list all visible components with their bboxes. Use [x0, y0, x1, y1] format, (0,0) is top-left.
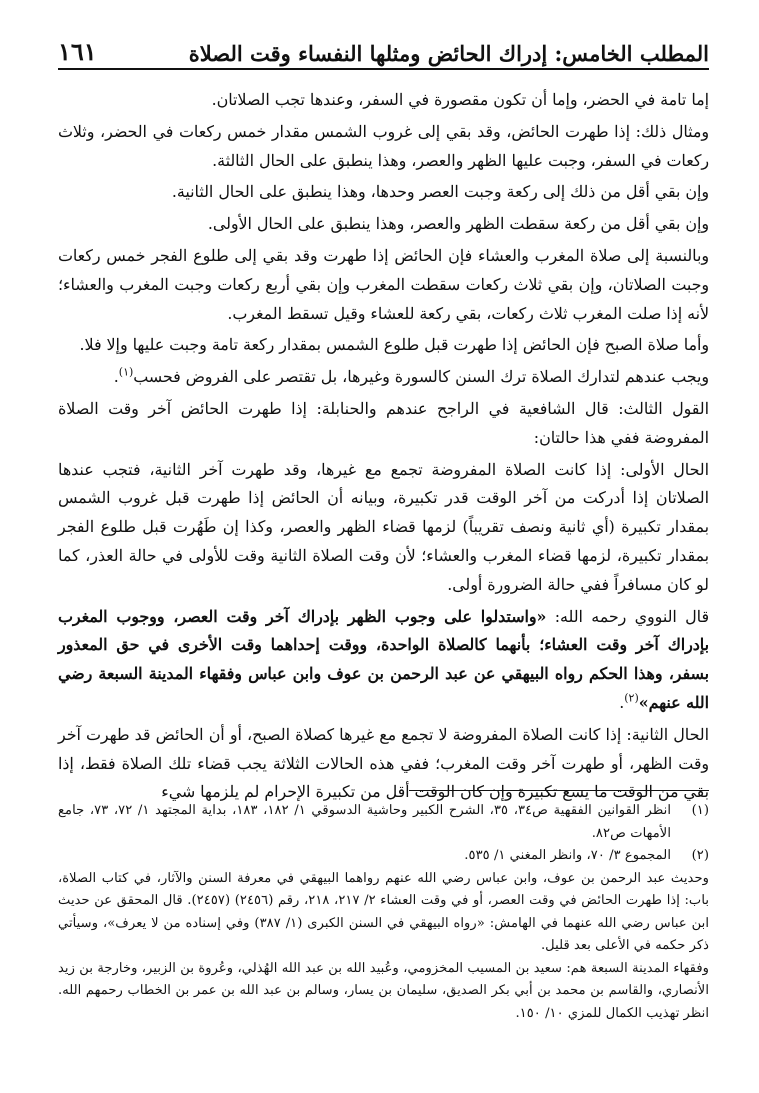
footnote-text: انظر القوانين الفقهية ص٣٤، ٣٥، الشرح الكبير وحاشية الدسوقي ١/ ١٨٢، ١٨٣، بداية المجتهد ١/ ٧٢، ٧٣، جامع الأمهات ص٨٢. — [58, 803, 671, 841]
paragraph: وأما صلاة الصبح فإن الحائض إذا طهرت قبل طلوع الشمس بمقدار ركعة تامة وجبت عليها وإلا فلا. — [79, 335, 709, 355]
footnotes — [58, 800, 709, 1025]
paragraph: وإن بقي أقل من ذلك إلى ركعة وجبت العصر وحدها، وهذا ينطبق على الحال الثانية. — [171, 182, 709, 202]
nawawi-quote: «واستدلوا على وجوب الظهر بإدراك آخر وقت العصر، ووجوب المغرب بإدراك آخر وقت العشاء؛ بأنهما كالصلاة الواحدة، ووقت إحداهما وقت الأخرى في حق المعذور بسفر، وهذا الحكم رواه البيهقي عن عبد الرحمن بن عوف وابن عباس وفقهاء المدينة السبعة رضي الله عنهم» — [58, 606, 709, 712]
period: . — [619, 692, 625, 712]
header-title: المطلب الخامس: إدراك الحائض ومثلها النفساء وقت الصلاة — [188, 41, 709, 66]
footnote-separator — [409, 790, 709, 791]
paragraph: الحال الثانية: إذا كانت الصلاة المفروضة لا تجمع مع غيرها كصلاة الصبح، أو أن الحائض قد طهرت آخر وقت الظهر، أو طهرت آخر وقت المغرب؛ ففي هذه الحالات الثلاثة يجب قضاء تلك الصلاة فقط، إذا بقي من الوقت ما يسع تكبيرة وإن كان الوقت أقل من تكبيرة الإحرام لم يلزمها شيء — [58, 724, 710, 802]
running-header — [58, 37, 709, 70]
paragraph: القول الثالث: قال الشافعية في الراجح عندهم والحنابلة: إذا طهرت الحائض آخر وقت الصلاة المفروضة ففي هذا حالتان: — [58, 398, 709, 447]
paragraph: وإن بقي أقل من ركعة سقطت الظهر والعصر، وهذا ينطبق على الحال الأولى. — [207, 214, 709, 234]
footnote-text: المجموع ٣/ ٧٠، وانظر المغني ١/ ٥٣٥. — [464, 848, 671, 863]
footnote-paragraph: وفقهاء المدينة السبعة هم: سعيد بن المسيب المخزومي، وعُبيد الله بن عبد الله الهُذلي، وعُروة بن الزبير، وخارجة بن زيد الأنصاري، والقاسم بن محمد بن أبي بكر الصديق، سليمان بن يسار، وسالم بن عبد الله بن عمر بن الخطاب رحمهم الله. انظر تهذيب الكمال للمزي ١٠/ ١٥٠. — [58, 960, 709, 1021]
footnote-number: (٢) — [691, 848, 709, 863]
paragraph: الحال الأولى: إذا كانت الصلاة المفروضة تجمع مع غيرها، وقد طهرت آخر الثانية، فتجب عندها الصلاتان إذا أدركت من آخر الوقت قدر تكبيرة، وبيانه أن الحائض إذا طهرت قبل غروب الشمس بمقدار تكبيرة (أي ثانية ونصف تقريباً) لزمها قضاء الظهر والعصر، وكذا إن طَهُرت قبل طلوع الفجر بمقدار تكبيرة، لزمها قضاء المغرب والعشاء؛ لأن وقت الصلاة الثانية وقت للأولى في حالة العذر، كما لو كان مسافراً ففي حالة الضرورة أولى. — [58, 459, 709, 594]
footnote — [58, 800, 709, 845]
footnote-ref[interactable]: (١) — [118, 365, 134, 379]
quote-intro: قال النووي رحمه الله: — [546, 606, 709, 626]
main-text — [58, 86, 709, 810]
page-number: ١٦١ — [58, 37, 97, 66]
paragraph — [58, 603, 709, 718]
footnote — [58, 845, 709, 868]
paragraph: إما تامة في الحضر، وإما أن تكون مقصورة في السفر، وعندها تجب الصلاتان. — [211, 90, 709, 109]
footnote-number: (١) — [691, 803, 709, 818]
paragraph: ويجب عندهم لتدارك الصلاة ترك السنن كالسورة وغيرها، بل تقتصر على الفروض فحسب$^{(١)}$. — [113, 365, 709, 387]
footnote-ref[interactable]: (٢) — [624, 691, 639, 705]
paragraph: ومثال ذلك: إذا طهرت الحائض، وقد بقي إلى غروب الشمس مقدار خمس ركعات في الحضر، وثلاث ركعات في السفر، وجبت عليها الظهر والعصر، وهذا ينطبق على الحال الثالثة. — [58, 121, 709, 170]
paragraph: وبالنسبة إلى صلاة المغرب والعشاء فإن الحائض إذا طهرت وقد بقي إلى طلوع الفجر خمس ركعات وجبت الصلاتان، وإن بقي ثلاث ركعات سقطت المغرب وإن بقي أربع ركعات وجبت المغرب والعشاء؛ لأنه إذا صلت المغرب ثلاث ركعات، بقي ركعة للعشاء وقيل تسقط المغرب. — [58, 245, 709, 323]
footnote-paragraph: وحديث عبد الرحمن بن عوف، وابن عباس رضي الله عنهم رواهما البيهقي في معرفة السنن والآثار، في كتاب الصلاة، باب: إذا طهرت الحائض في وقت العصر، أو في وقت العشاء ٢/ ٢١٧، ٢١٨، رقم (٢٤٥٦) (٢٤٥٧). قال المحقق عن حديث ابن عباس رضي الله عنهما في الهامش: «رواه البيهقي في السنن الكبرى (١/ ٣٨٧) وفي إسناده من لا يعرف»، وسيأتي ذكر حكمه في الأعلى بعد قليل. — [58, 870, 710, 953]
paragraph-text: ويجب عندهم لتدارك الصلاة ترك السنن كالسورة وغيرها، بل تقتصر على الفروض فحسب — [133, 367, 709, 387]
footnote-continuation — [58, 868, 709, 1026]
